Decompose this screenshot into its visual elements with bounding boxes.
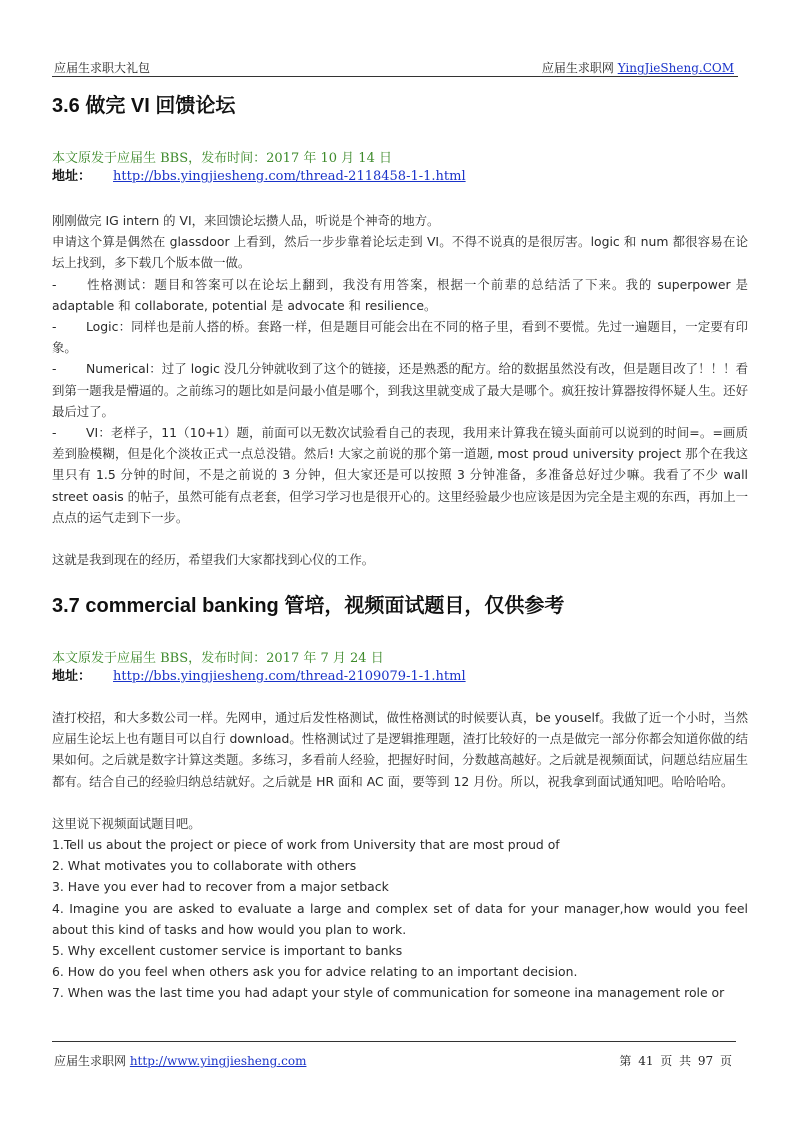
questions-intro: 这里说下视频面试题目吧。 <box>52 815 201 831</box>
source-line: 本文原发于应届生 BBS，发布时间：2017 年 7 月 24 日 <box>52 651 384 666</box>
question-item: 3. Have you ever had to recover from a major setback <box>52 879 389 895</box>
dash-marker: - <box>52 425 57 441</box>
section-title: 3.7 commercial banking 管培，视频面试题目，仅供参考 <box>52 595 565 617</box>
header-site <box>542 59 734 76</box>
section-3-6-meta <box>52 150 748 186</box>
list-item-text: Numerical：过了 logic 没几分钟就收到了这个的链接，还是熟悉的配方。给的数据虽然没有改，但是题目改了！！！看到第一题我是懵逼的。之前练习的题比如是问最小值是哪个，到我这里就变成了最大是哪个。疯狂按计算器按得怀疑人生。还好最后过了。 <box>52 361 748 419</box>
list-item <box>52 358 748 422</box>
thread-link[interactable]: http://bbs.yingjiesheng.com/thread-2109079-1-1.html <box>113 669 466 684</box>
address-line <box>52 668 748 686</box>
question-item: 4. Imagine you are asked to evaluate a large and complex set of data for your manager,how would you feel about this kind of tasks and how would you plan to work. <box>52 900 748 937</box>
question-item: 6. How do you feel when others ask you for advice relating to an important decision. <box>52 964 578 980</box>
question-item: 7. When was the last time you had adapt your style of communication for someone ina management role or <box>52 985 725 1001</box>
paragraph: 渣打校招，和大多数公司一样。先网申，通过后发性格测试，做性格测试的时候要认真，be youself。我做了近一个小时，当然应届生论坛上也有题目可以自行 download。性格测试过了是逻辑推理题，渣打比较好的一点是做完一部分你都会知道你做的结果如何。之后就是数字计算这类题。多练习，多看前人经验，把握好时间，分数越高越好。之后就是视频面试，问题总结应届生都有。结合自己的经验归纳总结就好。之后就是 HR 面和 AC 面，要等到 12 月份。所以，祝我拿到面试通知吧。哈哈哈哈。 <box>52 710 748 789</box>
section-3-6-body <box>52 210 748 570</box>
question-item: 2. What motivates you to collaborate with others <box>52 858 357 874</box>
question-item: 1.Tell us about the project or piece of work from University that are most proud of <box>52 837 560 853</box>
dash-marker: - <box>52 319 57 335</box>
address-label: 地址： <box>52 169 92 184</box>
section-3-7 <box>52 593 748 619</box>
header-title: 应届生求职大礼包 <box>54 61 151 75</box>
dash-marker: - <box>52 361 57 377</box>
footer-site <box>54 1052 306 1069</box>
list-item-text: VI：老样子，11（10+1）题，前面可以无数次试验看自己的表现，我用来计算我在镜头面前可以说到的时间=。=画质差到脸模糊，但是化个淡妆正式一点总没错。然后! 大家之前说的那个第一道题, most proud university project 那个在我这里只有 1.5 分钟的时间，不是之前说的 3 分钟，但大家还是可以按照 3 分钟准备，多准备总好过少嘛。我看了不少 wall street oasis 的帖子，虽然可能有点老套，但学习学习也是很开心的。这里经验最少也应该是因为完全是主观的东西，再加上一点点的运气走到下一步。 <box>52 425 748 525</box>
page-number: 第 41 页 共 97 页 <box>619 1054 732 1068</box>
page-header <box>52 56 738 77</box>
dash-marker: - <box>52 276 57 292</box>
page-footer <box>52 1041 736 1070</box>
header-site-label: 应届生求职网 <box>541 61 618 75</box>
section-3-6 <box>52 93 748 119</box>
thread-link[interactable]: http://bbs.yingjiesheng.com/thread-2118458-1-1.html <box>113 169 466 184</box>
section-3-7-body <box>52 707 748 1004</box>
source-line: 本文原发于应届生 BBS，发布时间：2017 年 10 月 14 日 <box>52 151 392 166</box>
paragraph: 刚刚做完 IG intern 的 VI，来回馈论坛攒人品，听说是个神奇的地方。 <box>52 213 440 228</box>
list-item <box>52 316 748 358</box>
address-line <box>52 168 748 186</box>
list-item-text: 性格测试：题目和答案可以在论坛上翻到，我没有用答案，根据一个前辈的总结活了下来。我的 superpower 是 adaptable 和 collaborate, potential 是 advocate 和 resilience。 <box>52 276 748 313</box>
header-site-link[interactable]: YingJieSheng.COM <box>617 61 734 75</box>
spacer <box>52 528 748 549</box>
list-item <box>52 274 748 316</box>
paragraph: 申请这个算是偶然在 glassdoor 上看到，然后一步步靠着论坛走到 VI。不得不说真的是很厉害。logic 和 num 都很容易在论坛上找到，多下载几个版本做一做。 <box>52 234 748 271</box>
spacer <box>52 792 748 813</box>
footer-site-link[interactable]: http://www.yingjiesheng.com <box>129 1054 307 1068</box>
footer-site-label: 应届生求职网 <box>54 1054 130 1068</box>
list-item-text: Logic：同样也是前人搭的桥。套路一样，但是题目可能会出在不同的格子里，看到不要慌。先过一遍题目，一定要有印象。 <box>52 319 748 356</box>
closing-paragraph: 这就是我到现在的经历，希望我们大家都找到心仪的工作。 <box>52 552 375 568</box>
section-title: 3.6 做完 VI 回馈论坛 <box>52 95 236 117</box>
address-label: 地址： <box>52 669 92 684</box>
question-item: 5. Why excellent customer service is important to banks <box>52 943 403 959</box>
section-3-7-meta <box>52 650 748 686</box>
list-item <box>52 422 748 528</box>
